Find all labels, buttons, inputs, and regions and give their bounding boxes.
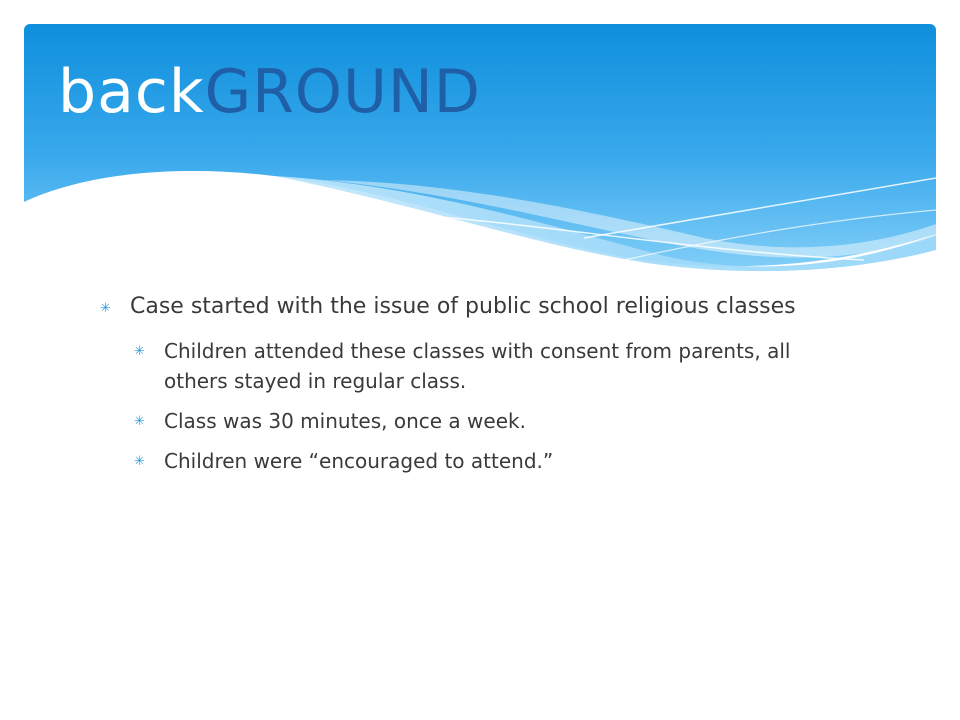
sub-bullet-text: Class was 30 minutes, once a week. [164, 409, 526, 433]
bullet-asterisk-icon: ✳ [134, 414, 145, 429]
bullet-asterisk-icon: ✳ [134, 344, 145, 359]
slide-title [58, 57, 482, 127]
bullet-asterisk-icon: ✳ [100, 301, 111, 316]
bullet-item [100, 290, 860, 324]
sub-bullet-text: Children were “encouraged to attend.” [164, 449, 554, 473]
title-dark-part: GROUND [204, 57, 482, 127]
title-light-part: back [58, 57, 205, 127]
sub-bullet-text: Children attended these classes with consent from parents, all others stayed in regular class. [164, 339, 791, 393]
bullet-asterisk-icon: ✳ [134, 454, 145, 469]
sub-bullet-item [134, 446, 860, 476]
sub-bullet-item [134, 336, 860, 396]
sub-bullet-item [134, 406, 860, 436]
bullet-text: Case started with the issue of public school religious classes [130, 294, 796, 319]
bullet-list [100, 290, 860, 486]
